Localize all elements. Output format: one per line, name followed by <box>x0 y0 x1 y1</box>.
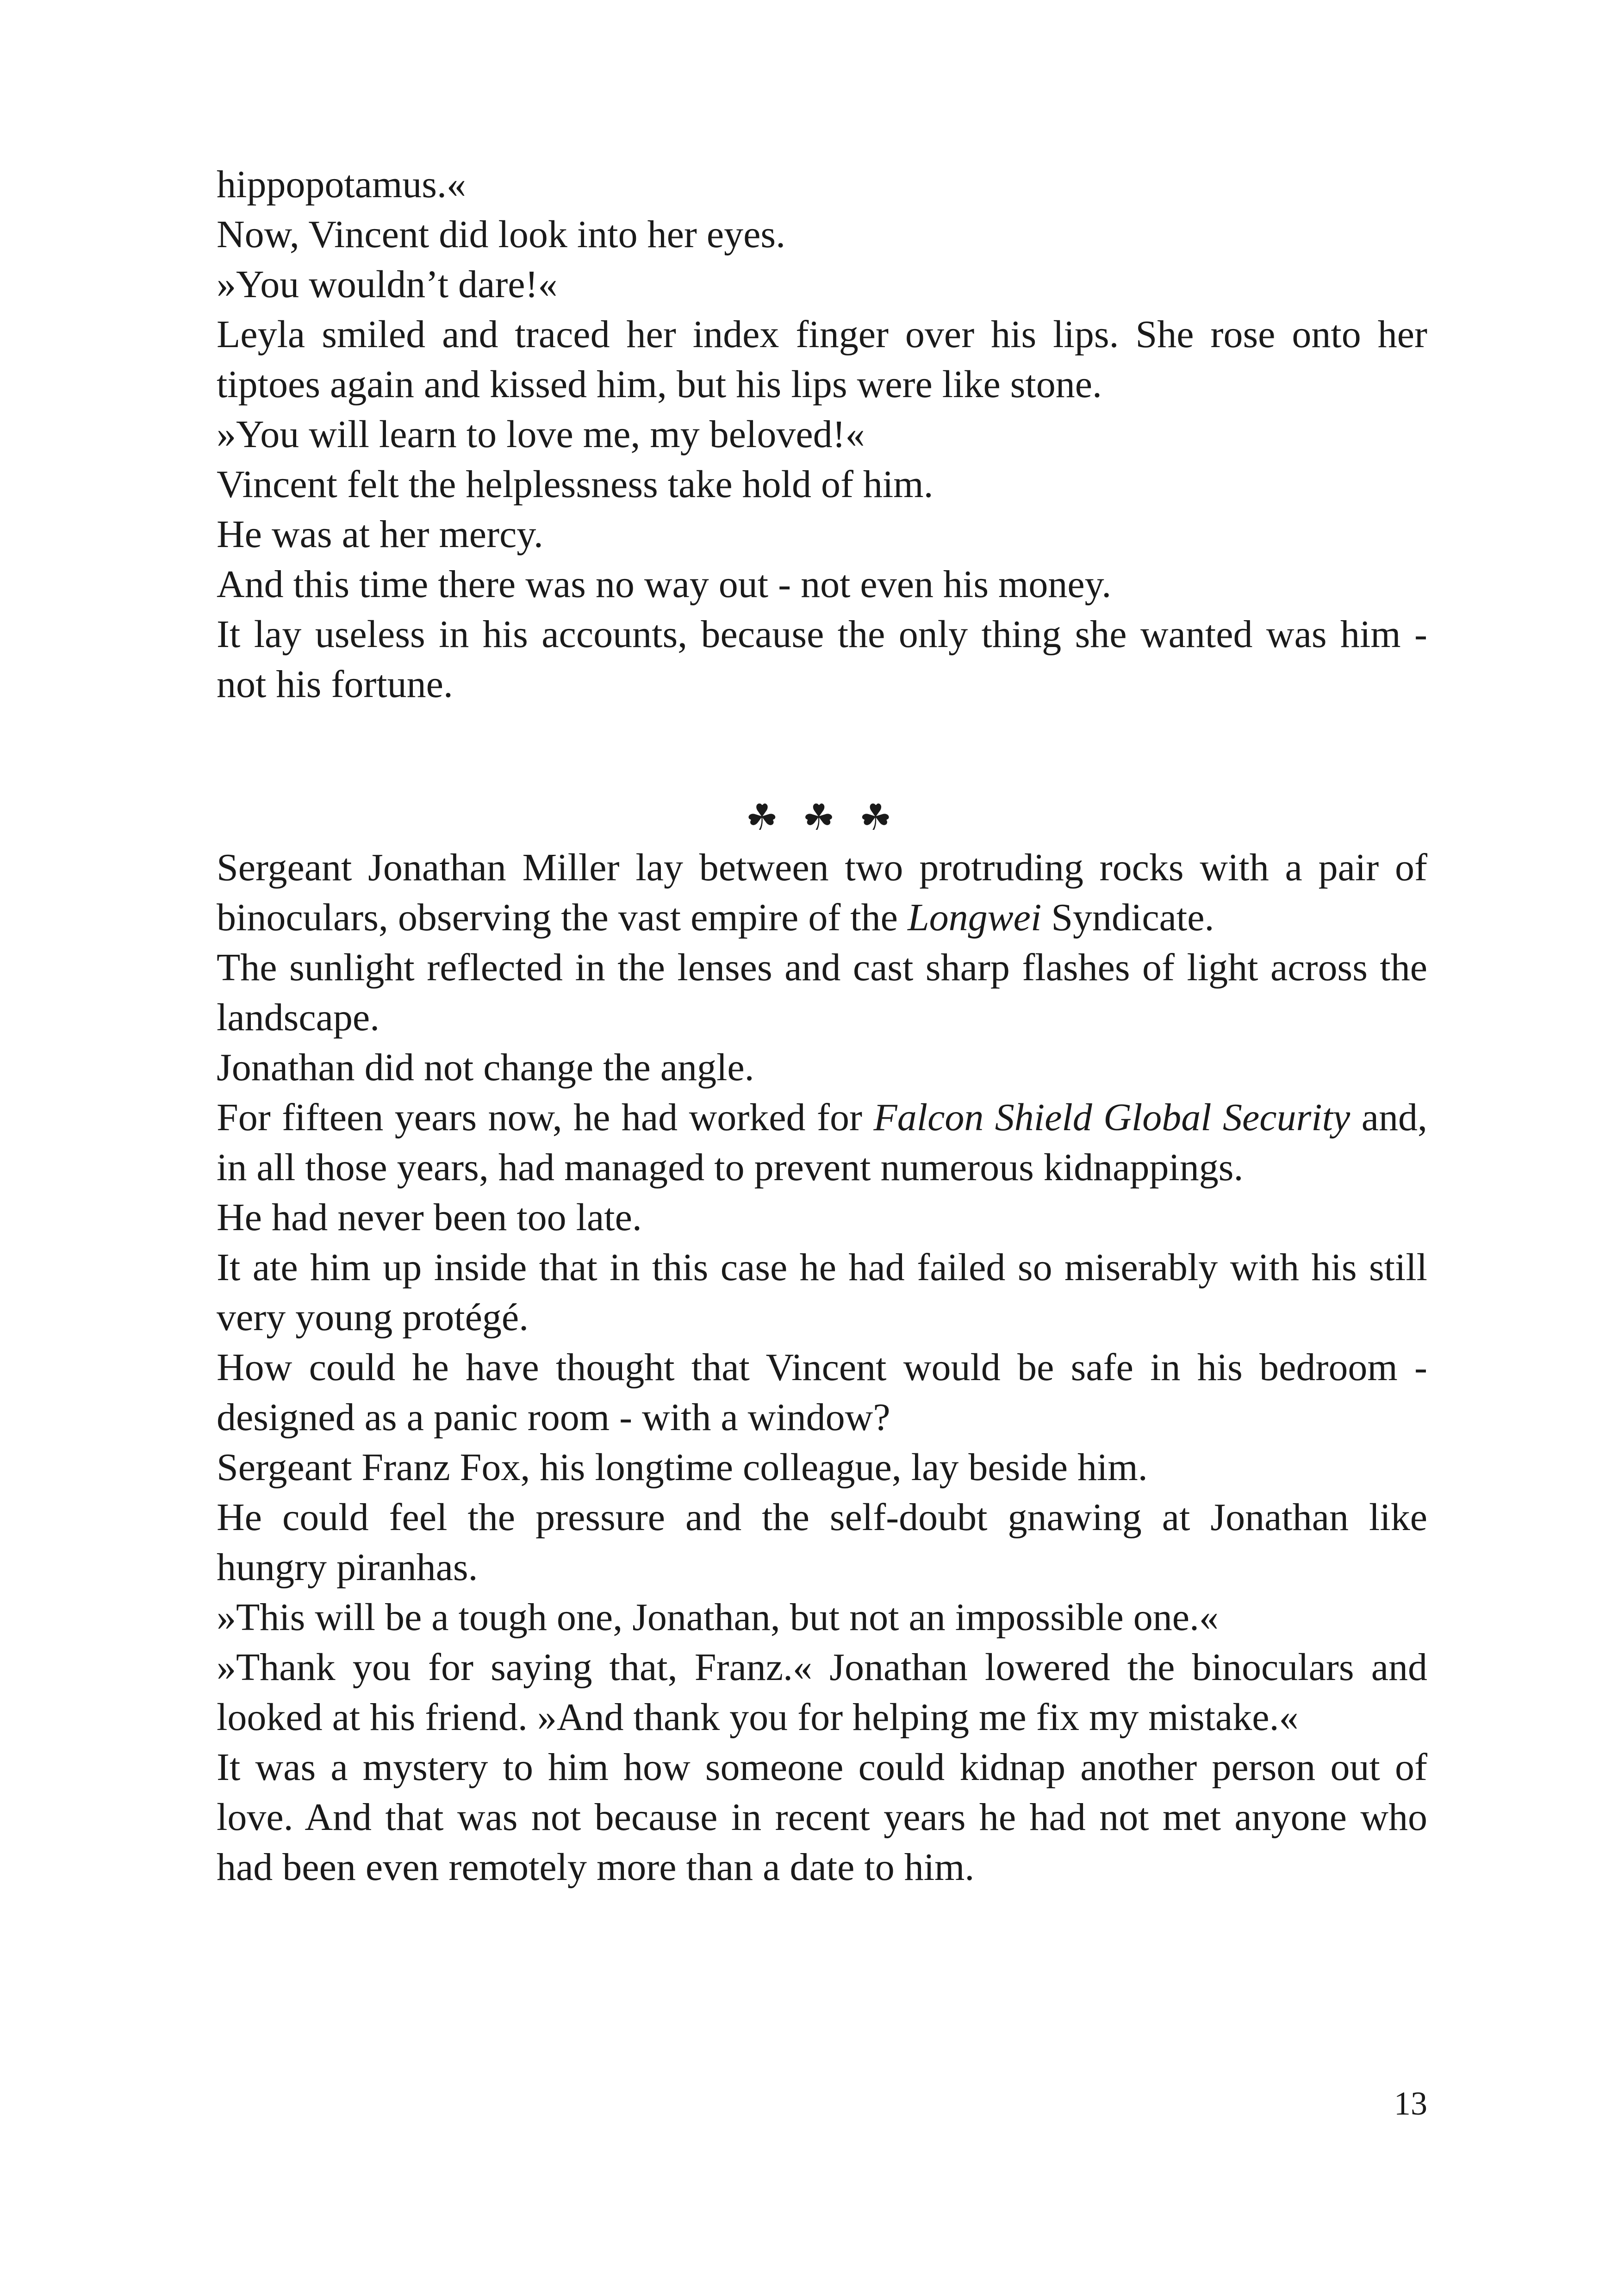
paragraph: It ate him up inside that in this case he had failed so miserably with his still very young protégé. <box>217 1246 1427 1339</box>
paragraph <box>217 1093 1427 1193</box>
scene-break-ornament: ☘ ☘ ☘ <box>746 797 898 839</box>
paragraph: The sunlight reflected in the lenses and cast sharp flashes of light across the landscape. <box>217 946 1427 1039</box>
paragraph: How could he have thought that Vincent would be safe in his bedroom - designed as a panic room - with a window? <box>217 1346 1427 1439</box>
paragraph <box>217 843 1427 943</box>
page-number: 13 <box>1394 2085 1427 2122</box>
section-one <box>217 160 1427 709</box>
paragraph: Sergeant Franz Fox, his longtime colleague, lay beside him. <box>217 1446 1148 1489</box>
paragraph: »This will be a tough one, Jonathan, but not an impossible one.« <box>217 1596 1219 1639</box>
paragraph: Leyla smiled and traced her index finger over his lips. She rose onto her tiptoes again and kissed him, but his lips were like stone. <box>217 313 1427 406</box>
paragraph: Jonathan did not change the angle. <box>217 1046 754 1089</box>
italic-name: Falcon Shield Global Security <box>873 1096 1350 1139</box>
paragraph: He was at her mercy. <box>217 513 543 556</box>
paragraph: »You will learn to love me, my beloved!« <box>217 413 865 456</box>
italic-name: Longwei <box>907 896 1042 939</box>
text-run: Sergeant Jonathan Miller lay between two protruding rocks with a pair of binoculars, observing the vast empire of the <box>217 846 1427 939</box>
text-run: and, in all those years, had managed to prevent numerous kidnappings. <box>217 1096 1427 1189</box>
book-page <box>217 160 1427 1892</box>
paragraph: He had never been too late. <box>217 1196 642 1239</box>
paragraph: And this time there was no way out - not even his money. <box>217 563 1112 606</box>
paragraph: He could feel the pressure and the self-doubt gnawing at Jonathan like hungry piranhas. <box>217 1496 1427 1589</box>
paragraph: It lay useless in his accounts, because the only thing she wanted was him - not his fortune. <box>217 613 1427 706</box>
text-run: Syndicate. <box>1041 896 1214 939</box>
paragraph: Now, Vincent did look into her eyes. <box>217 213 786 256</box>
section-gap <box>217 709 1427 793</box>
section-two <box>217 843 1427 1892</box>
paragraph: »Thank you for saying that, Franz.« Jonathan lowered the binoculars and looked at his friend. »And thank you for helping me fix my mistake.« <box>217 1646 1427 1739</box>
paragraph: Vincent felt the helplessness take hold of him. <box>217 463 933 506</box>
paragraph: It was a mystery to him how someone could kidnap another person out of love. And that was not because in recent years he had not met anyone who had been even remotely more than a date to him. <box>217 1746 1427 1889</box>
paragraph: »You wouldn’t dare!« <box>217 263 558 306</box>
paragraph: hippopotamus.« <box>217 163 466 206</box>
text-run: For fifteen years now, he had worked for <box>217 1096 874 1139</box>
